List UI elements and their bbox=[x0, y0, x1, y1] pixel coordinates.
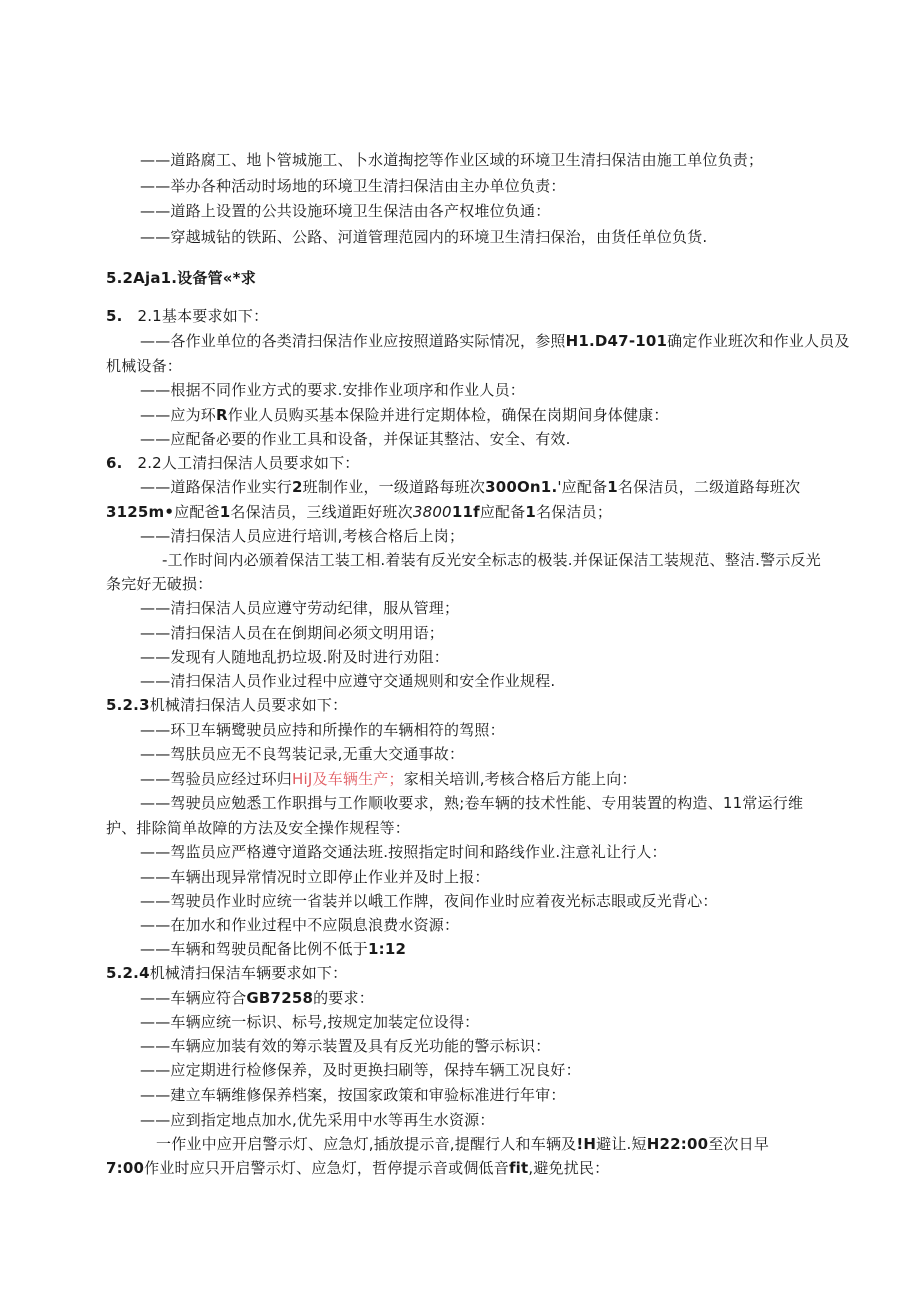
subsection-heading: 5. 2.1基本要求如下： bbox=[106, 307, 269, 325]
text-line: ——车辆应加装有效的筹示装置及具有反光功能的警示标识： bbox=[140, 1037, 551, 1055]
text-line: ——根据不同作业方式的要求.安排作业项序和作业人员： bbox=[140, 381, 525, 399]
text-line: ——驾驶员应勉悉工作职揖与工作顺收要求，熟;卷车辆的技术性能、专用装置的构造、11常运行维 bbox=[140, 794, 804, 812]
text-line: ——举办各种活动时场地的环境卫生清扫保洁由主办单位负责： bbox=[140, 177, 566, 195]
text-line: ——道路腐工、地卜管城施工、卜水道掏挖等作业区域的环境卫生清扫保洁由施工单位负责； bbox=[140, 151, 764, 169]
text-line: 条完好无破损： bbox=[106, 575, 213, 593]
text-line: ——驾监员应严格遵守道路交通法班.按照指定时间和路线作业.注意礼让行人： bbox=[140, 843, 667, 861]
text-line: ——车辆和驾驶员配备比例不低于1:12 bbox=[140, 940, 407, 958]
section-heading: 5.2Aja1.设备管«*求 bbox=[106, 269, 256, 287]
text-line: ——车辆出现异常情况时立即停止作业并及时上报： bbox=[140, 868, 490, 886]
text-line: 3125m•应配爸1名保洁员，三线道距好班次380011f应配备1名保洁员； bbox=[106, 503, 613, 521]
text-line: 护、排除简单故障的方法及安全操作规程等： bbox=[106, 819, 411, 837]
subsection-heading: 6. 2.2人工清扫保洁人员要求如下： bbox=[106, 454, 360, 472]
text-line: ——车辆应统一标识、标号,按规定加装定位设得： bbox=[140, 1013, 480, 1031]
text-line: ——应配备必要的作业工具和设备，并保证其整沽、安全、有效. bbox=[140, 430, 571, 448]
text-line: ——清扫保洁人员应遵守劳动纪律，服从管理； bbox=[140, 599, 460, 617]
text-line: ——驾验员应经过环归HiJ及车辆生产；家相关培训,考核合格后方能上向： bbox=[140, 770, 637, 788]
subsection-heading: 5.2.3机械清扫保洁人员要求如下： bbox=[106, 696, 348, 714]
text-line: ——在加水和作业过程中不应陨息浪费水资源： bbox=[140, 916, 460, 934]
text-line: ——清扫保洁人员作业过程中应遵守交通规则和安全作业规程. bbox=[140, 672, 556, 690]
text-line: ——道路上设置的公共设施环境卫生保洁由各产权堆位负通： bbox=[140, 202, 551, 220]
text-line: ——清扫保洁人员应进行培训,考核合格后上岗； bbox=[140, 527, 465, 545]
text-line: ——穿越城钻的铁跖、公路、河道管理范园内的环境卫生清扫保治，由货任单位负货. bbox=[140, 228, 708, 246]
text-line: ——驾驶员作业时应统一省装并以峨工作牌，夜间作业时应着夜光标志眼或反光背心： bbox=[140, 892, 718, 910]
text-line: ——建立车辆维修保养档案，按国家政策和审验标准进行年审： bbox=[140, 1086, 566, 1104]
text-line: ——发现有人随地乱扔垃圾.附及时进行劝阻： bbox=[140, 648, 449, 666]
text-line: ——应定期进行检修保养，及时更换扫刷等，保持车辆工况良好： bbox=[140, 1061, 581, 1079]
subsection-heading: 5.2.4机械清扫保洁车辆要求如下： bbox=[106, 964, 348, 982]
text-line: 7:00作业时应只开启警示灯、应急灯，哲停提示音或倜低音fit,避免扰民： bbox=[106, 1159, 610, 1177]
text-line: ——环卫车辆鹭驶员应持和所操作的车辆相符的驾照： bbox=[140, 721, 505, 739]
text-line: 一作业中应开启警示灯、应急灯,插放提示音,提醒行人和车辆及!H避让.短H22:00至次日早 bbox=[156, 1135, 770, 1153]
text-line: ——驾肤员应无不良驾装记录,无重大交通事故： bbox=[140, 745, 465, 763]
text-line: ——应为环R作业人员购买基本保险并进行定期体检，确保在岗期间身体健康： bbox=[140, 406, 669, 424]
text-line: ——各作业单位的各类清扫保洁作业应按照道路实际情况，参照H1.D47-101确定作业班次和作业人员及 bbox=[140, 332, 850, 350]
text-line: ——应到指定地点加水,优先采用中水等再生水资源： bbox=[140, 1111, 495, 1129]
text-line: ——道路保洁作业实行2班制作业，一级道路每班次300On1.'应配备1名保洁员，二级道路每班次 bbox=[140, 478, 801, 496]
text-line: -工作时间内必颁着保洁工装工相.着装有反光安全标志的极装.并保证保洁工装规范、整洁.警示反光 bbox=[162, 551, 821, 569]
text-line: 机械设备： bbox=[106, 357, 183, 375]
text-line: ——车辆应符合GB7258的要求： bbox=[140, 989, 374, 1007]
text-line: ——清扫保洁人员在在倒期间必须文明用语； bbox=[140, 624, 445, 642]
